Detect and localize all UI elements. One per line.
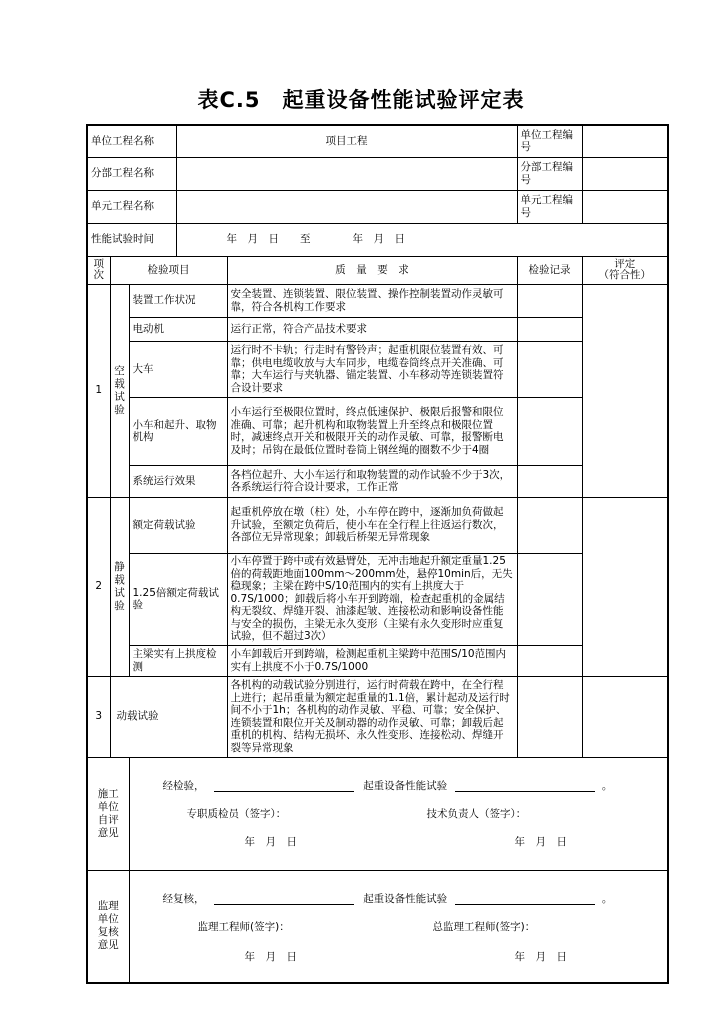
row-item: 系统运行效果 (129, 465, 227, 497)
unit-project-no-label: 单位工程编号 (517, 125, 582, 157)
col-item-header: 检验项目 (110, 256, 227, 284)
self-eval-content (129, 757, 668, 870)
row-requirement: 运行时不卡轨；行走时有警铃声；起重机限位装置有效、可靠；供电电缆收放与大车同步，电缆卷筒终点开关准确、可靠；大车运行与夹轨器、锚定装置、小车移动等连锁装置符合设计要求 (227, 341, 517, 397)
supervision-end: 。 (601, 892, 613, 905)
group-1-seq: 1 (87, 284, 110, 497)
row-requirement: 小车卸载后开到跨端，检测起重机主梁跨中范围S/10范围内实有上拱度不小于0.7S/1000 (227, 645, 517, 676)
unit-project-name-value: 项目工程 (176, 125, 517, 157)
group-2-assessment (582, 497, 668, 676)
group-2-name: 静 载 试 验 (110, 497, 129, 676)
supervision-date-2: 年 月 日 (514, 950, 567, 963)
element-project-no-value (582, 190, 668, 223)
page-title: 表C.5 起重设备性能试验评定表 (197, 88, 525, 112)
supervision-content (129, 870, 668, 983)
row-requirement: 小车运行至极限位置时，终点低速保护、极限后报警和限位准确、可靠；起升机构和取物装置上升至终点和极限位置时，减速终点开关和极限开关的动作灵敏、可靠，报警断电及时；吊钩在最低位置时卷筒上钢丝绳的圈数不少于4圈 (227, 397, 517, 465)
self-eval-conclusion-blank[interactable] (455, 791, 595, 792)
row-record (517, 676, 582, 757)
self-eval-date-2: 年 月 日 (514, 835, 567, 848)
row-requirement: 运行正常，符合产品技术要求 (227, 317, 517, 341)
row-requirement: 各机构的动载试验分别进行，运行时荷载在跨中，在全行程上进行；起吊重量为额定起重量的1.1倍，累计起动及运行时间不小于1h；各机构的动作灵敏、平稳、可靠；安全保护、连锁装置和限位开关及制动器的动作灵敏、可靠；卸载后起重机的机构、结构无损坏、永久性变形、连接松动、焊缝开裂等异常现象 (227, 676, 517, 757)
row-record (517, 497, 582, 553)
supervision-prefix: 经复核， (162, 892, 205, 905)
unit-project-no-value (582, 125, 668, 157)
self-eval-date-1: 年 月 日 (244, 835, 297, 848)
row-record (517, 397, 582, 465)
sub-project-name-value (176, 157, 517, 190)
inspector-signature-label: 专职质检员（签字）： (186, 807, 287, 820)
row-requirement: 各档位起升、大小车运行和取物装置的动作试验不少于3次，各系统运行符合设计要求，工作正常 (227, 465, 517, 497)
test-time-label: 性能试验时间 (87, 223, 176, 256)
supervision-date-1: 年 月 日 (244, 950, 297, 963)
test-time-value: 年 月 日 至 年 月 日 (176, 223, 668, 256)
element-project-name-label: 单元工程名称 (87, 190, 176, 223)
supervision-label: 监理 单位 复核 意见 (87, 870, 129, 983)
self-eval-end: 。 (601, 779, 613, 792)
row-item: 装置工作状况 (129, 284, 227, 317)
row-record (517, 645, 582, 676)
row-item: 1.25倍额定荷载试验 (129, 553, 227, 645)
row-record (517, 284, 582, 317)
self-eval-suffix: 起重设备性能试验 (363, 779, 448, 792)
row-item: 电动机 (129, 317, 227, 341)
col-requirement-header: 质 量 要 求 (227, 256, 517, 284)
chief-engineer-signature-label: 总监理工程师(签字)： (432, 920, 536, 933)
sub-project-no-label: 分部工程编号 (517, 157, 582, 190)
tech-lead-signature-label: 技术负责人（签字）： (426, 807, 527, 820)
group-1-name: 空 载 试 验 (110, 284, 129, 497)
row-record (517, 553, 582, 645)
row-item: 大车 (129, 341, 227, 397)
group-2-seq: 2 (87, 497, 110, 676)
element-project-no-label: 单元工程编号 (517, 190, 582, 223)
row-item: 主梁实有上拱度检测 (129, 645, 227, 676)
row-requirement: 小车停置于跨中或有效悬臂处，无冲击地起升额定重量1.25倍的荷载距地面100mm～200mm处，悬停10min后，无失稳现象；主梁在跨中S/10范围内的实有上拱度大于0.7S/1000；卸载后将小车开到跨端，检查起重机的金属结构无裂纹、焊缝开裂、油漆起皱、连接松动和影响设备性能与安全的损伤，主梁无永久变形（主梁有永久变形时应重复试验，但不超过3次） (227, 553, 517, 645)
col-record-header: 检验记录 (517, 256, 582, 284)
self-eval-result-blank[interactable] (214, 791, 354, 792)
supervision-conclusion-blank[interactable] (455, 904, 595, 905)
group-3-seq: 3 (87, 676, 110, 757)
unit-project-name-label: 单位工程名称 (87, 125, 176, 157)
row-requirement: 起重机停放在墩（柱）处，小车停在跨中，逐渐加负荷做起升试验，至额定负荷后，使小车在全行程上往返运行数次，各部位无异常现象；卸载后桥架无异常现象 (227, 497, 517, 553)
row-record (517, 317, 582, 341)
self-eval-label: 施工 单位 自评 意见 (87, 757, 129, 870)
row-requirement: 安全装置、连锁装置、限位装置、操作控制装置动作灵敏可靠，符合各机构工作要求 (227, 284, 517, 317)
element-project-name-value (176, 190, 517, 223)
group-1-assessment (582, 284, 668, 497)
engineer-signature-label: 监理工程师(签字)： (197, 920, 290, 933)
group-3-assessment (582, 676, 668, 757)
row-item: 小车和起升、取物机构 (129, 397, 227, 465)
col-assessment-header: 评定 （符合性） (582, 256, 668, 284)
row-item: 额定荷载试验 (129, 497, 227, 553)
sub-project-no-value (582, 157, 668, 190)
row-item: 动载试验 (110, 676, 227, 757)
sub-project-name-label: 分部工程名称 (87, 157, 176, 190)
supervision-suffix: 起重设备性能试验 (363, 892, 448, 905)
col-seq-header: 项 次 (87, 256, 110, 284)
self-eval-prefix: 经检验， (162, 779, 205, 792)
row-record (517, 465, 582, 497)
row-record (517, 341, 582, 397)
supervision-result-blank[interactable] (214, 904, 354, 905)
assessment-table (86, 124, 669, 984)
